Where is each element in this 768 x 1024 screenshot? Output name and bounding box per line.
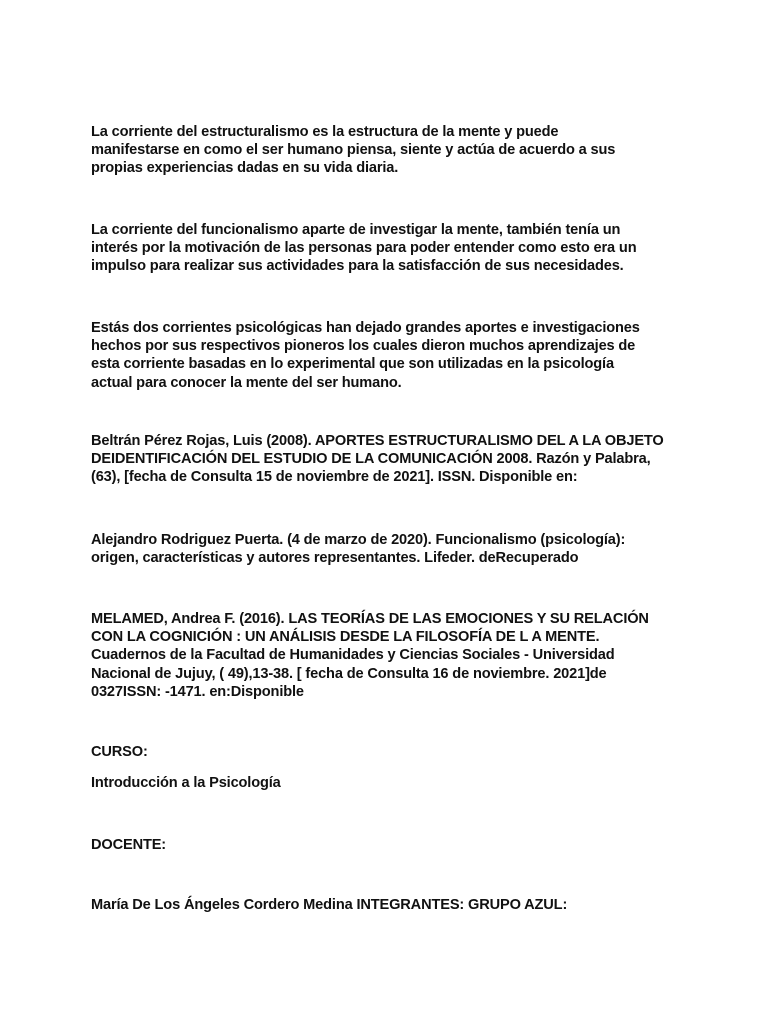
reference-melamed: MELAMED, Andrea F. (2016). LAS TEORÍAS DE LAS EMOCIONES Y SU RELACIÓN CON LA COGNICIÓN : UN ANÁLISIS DESDE LA FILOSOFÍA DE L A MENTE. Cuadernos de la Facultad de Humanidades y Ciencias Sociales - Universidad Nacional de Jujuy, ( 49),13-38. [ fecha de Consulta 16 de noviembre. 2021]de 0327ISSN: -1471. en:Disponible	[91, 611, 649, 700]
reference-beltran: Beltrán Pérez Rojas, Luis (2008). APORTES ESTRUCTURALISMO DEL A LA OBJETO DEIDENTIFICACIÓN DEL ESTUDIO DE LA COMUNICACIÓN 2008. Razón y Palabra, (63), [fecha de Consulta 15 de noviembre de 2021]. ISSN. Disponible en:	[91, 433, 664, 486]
reference-rodriguez: Alejandro Rodriguez Puerta. (4 de marzo de 2020). Funcionalismo (psicología): origen, características y autores representantes. Lifeder. deRecuperado	[91, 532, 626, 567]
course-value: Introducción a la Psicología	[91, 775, 281, 791]
paragraph-structuralism: La corriente del estructuralismo es la estructura de la mente y puede manifestarse en como el ser humano piensa, siente y actúa de acuerdo a sus propias experiencias dadas en su vida diaria.	[91, 124, 616, 177]
teacher-label: DOCENTE:	[91, 837, 167, 853]
paragraph-conclusion: Estás dos corrientes psicológicas han dejado grandes aportes e investigaciones hechos por sus respectivos pioneros los cuales dieron muchos aprendizajes de esta corriente basadas en lo experimental que son utilizadas en la psicología actual para conocer la mente del ser humano.	[91, 320, 640, 391]
course-label: CURSO:	[91, 744, 148, 760]
paragraph-functionalism: La corriente del funcionalismo aparte de investigar la mente, también tenía un interés por la motivación de las personas para poder entender como esto era un impulso para realizar sus actividades para la satisfacción de sus necesidades.	[91, 222, 637, 275]
teacher-value: María De Los Ángeles Cordero Medina INTEGRANTES: GRUPO AZUL:	[91, 897, 568, 913]
